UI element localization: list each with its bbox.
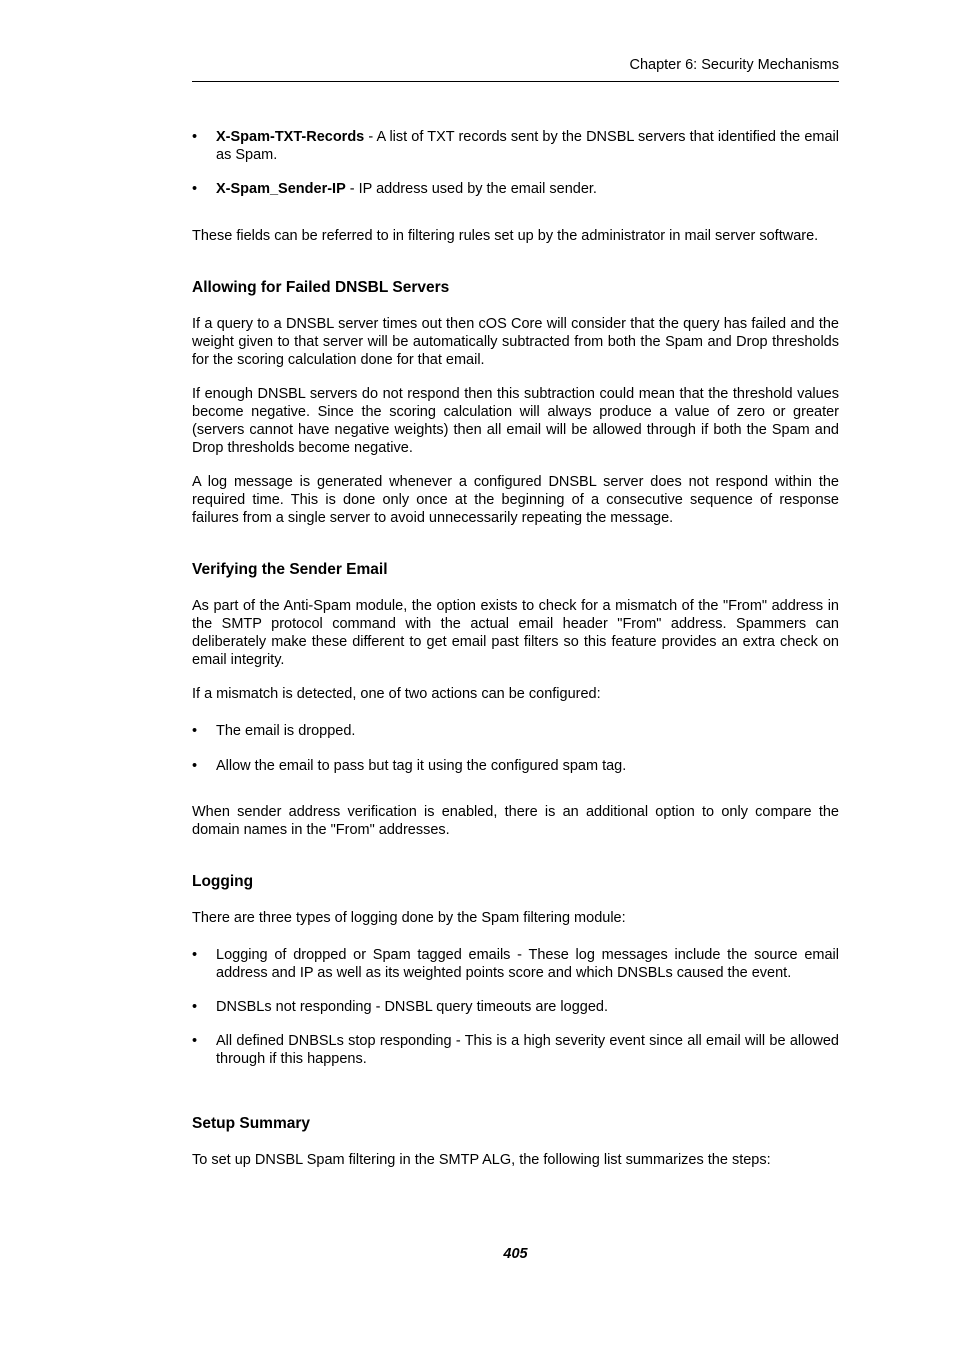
list-item-text: The email is dropped.: [216, 723, 356, 739]
list-item-text: All defined DNBSLs stop responding - This is a high severity event since all email will be allowed through if this happens.: [216, 1033, 839, 1067]
section-heading-failed-dnsbl: Allowing for Failed DNSBL Servers: [192, 279, 450, 296]
section-heading-setup-summary: Setup Summary: [192, 1115, 311, 1132]
bullet-icon: •: [192, 723, 198, 739]
list-item: [192, 946, 839, 982]
field-list: [192, 128, 839, 198]
paragraph: When sender address verification is enabled, there is an additional option to only compare the domain names in the "From" addresses.: [192, 804, 839, 838]
paragraph: If a query to a DNSBL server times out then cOS Core will consider that the query has failed and the weight given to that server will be automatically subtracted from both the Spam and Drop thresholds for the scoring calculation done for that email.: [192, 316, 839, 368]
list-item-text: Allow the email to pass but tag it using the configured spam tag.: [216, 758, 627, 774]
list-item: [192, 757, 839, 775]
page-body: [192, 128, 839, 1169]
paragraph: As part of the Anti-Spam module, the option exists to check for a mismatch of the "From" address in the SMTP protocol command with the actual email header "From" address. Spammers can deliberately make these different to get email past filters so this feature provides an extra check on email integrity.: [192, 598, 839, 668]
paragraph: To set up DNSBL Spam filtering in the SMTP ALG, the following list summarizes the steps:: [192, 1152, 771, 1168]
bullet-icon: •: [192, 1033, 198, 1049]
action-list: [192, 722, 839, 775]
field-description: - A list of TXT records sent by the DNSBL servers that identified the email as Spam.: [216, 129, 839, 163]
section-heading-verify-sender: Verifying the Sender Email: [192, 561, 388, 578]
paragraph: There are three types of logging done by the Spam filtering module:: [192, 910, 626, 926]
field-term: X-Spam_Sender-IP: [216, 181, 346, 197]
list-item-text: DNSBLs not responding - DNSBL query timeouts are logged.: [216, 999, 608, 1015]
paragraph: A log message is generated whenever a configured DNSBL server does not respond within the required time. This is done only once at the beginning of a consecutive sequence of response failures from a single server to avoid unnecessarily repeating the message.: [192, 474, 839, 526]
list-item: [192, 722, 839, 740]
field-description: - IP address used by the email sender.: [345, 181, 597, 197]
bullet-icon: •: [192, 947, 198, 963]
page-footer: [192, 1246, 839, 1262]
intro-paragraph: These fields can be referred to in filtering rules set up by the administrator in mail server software.: [192, 228, 819, 244]
paragraph: If a mismatch is detected, one of two actions can be configured:: [192, 686, 601, 702]
bullet-icon: •: [192, 181, 198, 197]
list-item: [192, 998, 839, 1016]
list-item: [192, 180, 839, 198]
page-number: 405: [503, 1246, 528, 1262]
bullet-icon: •: [192, 999, 198, 1015]
list-item: [192, 128, 839, 164]
paragraph: If enough DNSBL servers do not respond then this subtraction could mean that the threshold values become negative. Since the scoring calculation will always produce a value of zero or greater (servers cannot have negative weights) then all email will be allowed through if both the Spam and Drop thresholds become negative.: [192, 386, 839, 456]
logging-list: [192, 946, 839, 1068]
field-term: X-Spam-TXT-Records: [216, 129, 365, 145]
section-heading-logging: Logging: [192, 873, 254, 890]
list-item: [192, 1032, 839, 1068]
chapter-title: Chapter 6: Security Mechanisms: [629, 57, 839, 73]
bullet-icon: •: [192, 129, 198, 145]
page-header: [192, 55, 839, 82]
list-item-text: Logging of dropped or Spam tagged emails - These log messages include the source email address and IP as well as its weighted points score and which DNSBLs caused the event.: [216, 947, 839, 981]
bullet-icon: •: [192, 758, 198, 774]
